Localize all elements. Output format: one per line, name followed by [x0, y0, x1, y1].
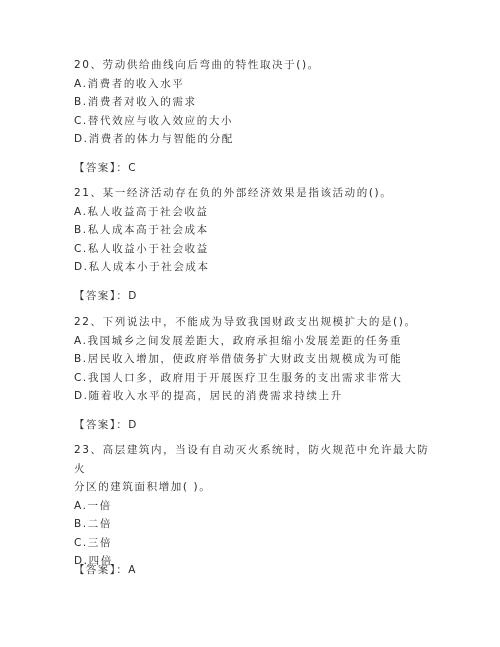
option-a: A.消费者的收入水平	[74, 77, 185, 90]
answer-22: 【答案】：D	[74, 419, 138, 431]
option-a: A.我国城乡之间发展差距大，政府承担缩小发展差距的任务重	[74, 334, 403, 347]
question-20	[74, 56, 434, 149]
answer-20: 【答案】：C	[74, 162, 137, 174]
option-a: A.一倍	[74, 499, 112, 512]
question-title-line-1: 23、高层建筑内，当设有自动灭火系统时，防火规范中允许最大防火	[74, 444, 430, 475]
question-22	[74, 313, 434, 406]
option-d: D.随着收入水平的提高，居民的消费需求持续上升	[74, 390, 343, 402]
answer-21: 【答案】：D	[74, 290, 138, 302]
question-title: 22、下列说法中，不能成为导致我国财政支出规模扩大的是()。	[74, 316, 417, 328]
question-title: 20、劳动供给曲线向后弯曲的特性取决于()。	[74, 59, 320, 71]
option-c: C.我国人口多，政府用于开展医疗卫生服务的支出需求非常大	[74, 371, 403, 384]
question-title: 21、某一经济活动存在负的外部经济效果是指该活动的()。	[74, 187, 393, 199]
option-b: B.居民收入增加，使政府举借债务扩大财政支出规模成为可能	[74, 353, 403, 365]
option-d: D.消费者的体力与智能的分配	[74, 133, 234, 145]
option-c: C.三倍	[74, 536, 113, 549]
question-21	[74, 184, 434, 277]
option-c: C.替代效应与收入效应的大小	[74, 114, 234, 127]
option-b: B.消费者对收入的需求	[74, 96, 197, 108]
option-b: B.私人成本高于社会成本	[74, 224, 209, 236]
question-23	[74, 441, 434, 571]
option-d: D.四倍	[74, 555, 113, 567]
question-title-line-2: 分区的建筑面积增加( )。	[74, 481, 212, 493]
option-c: C.私人收益小于社会收益	[74, 242, 209, 255]
answer-23: 【答案】：A	[74, 564, 137, 576]
option-b: B.二倍	[74, 518, 112, 530]
option-d: D.私人成本小于社会成本	[74, 261, 210, 273]
option-a: A.私人收益高于社会收益	[74, 205, 209, 218]
